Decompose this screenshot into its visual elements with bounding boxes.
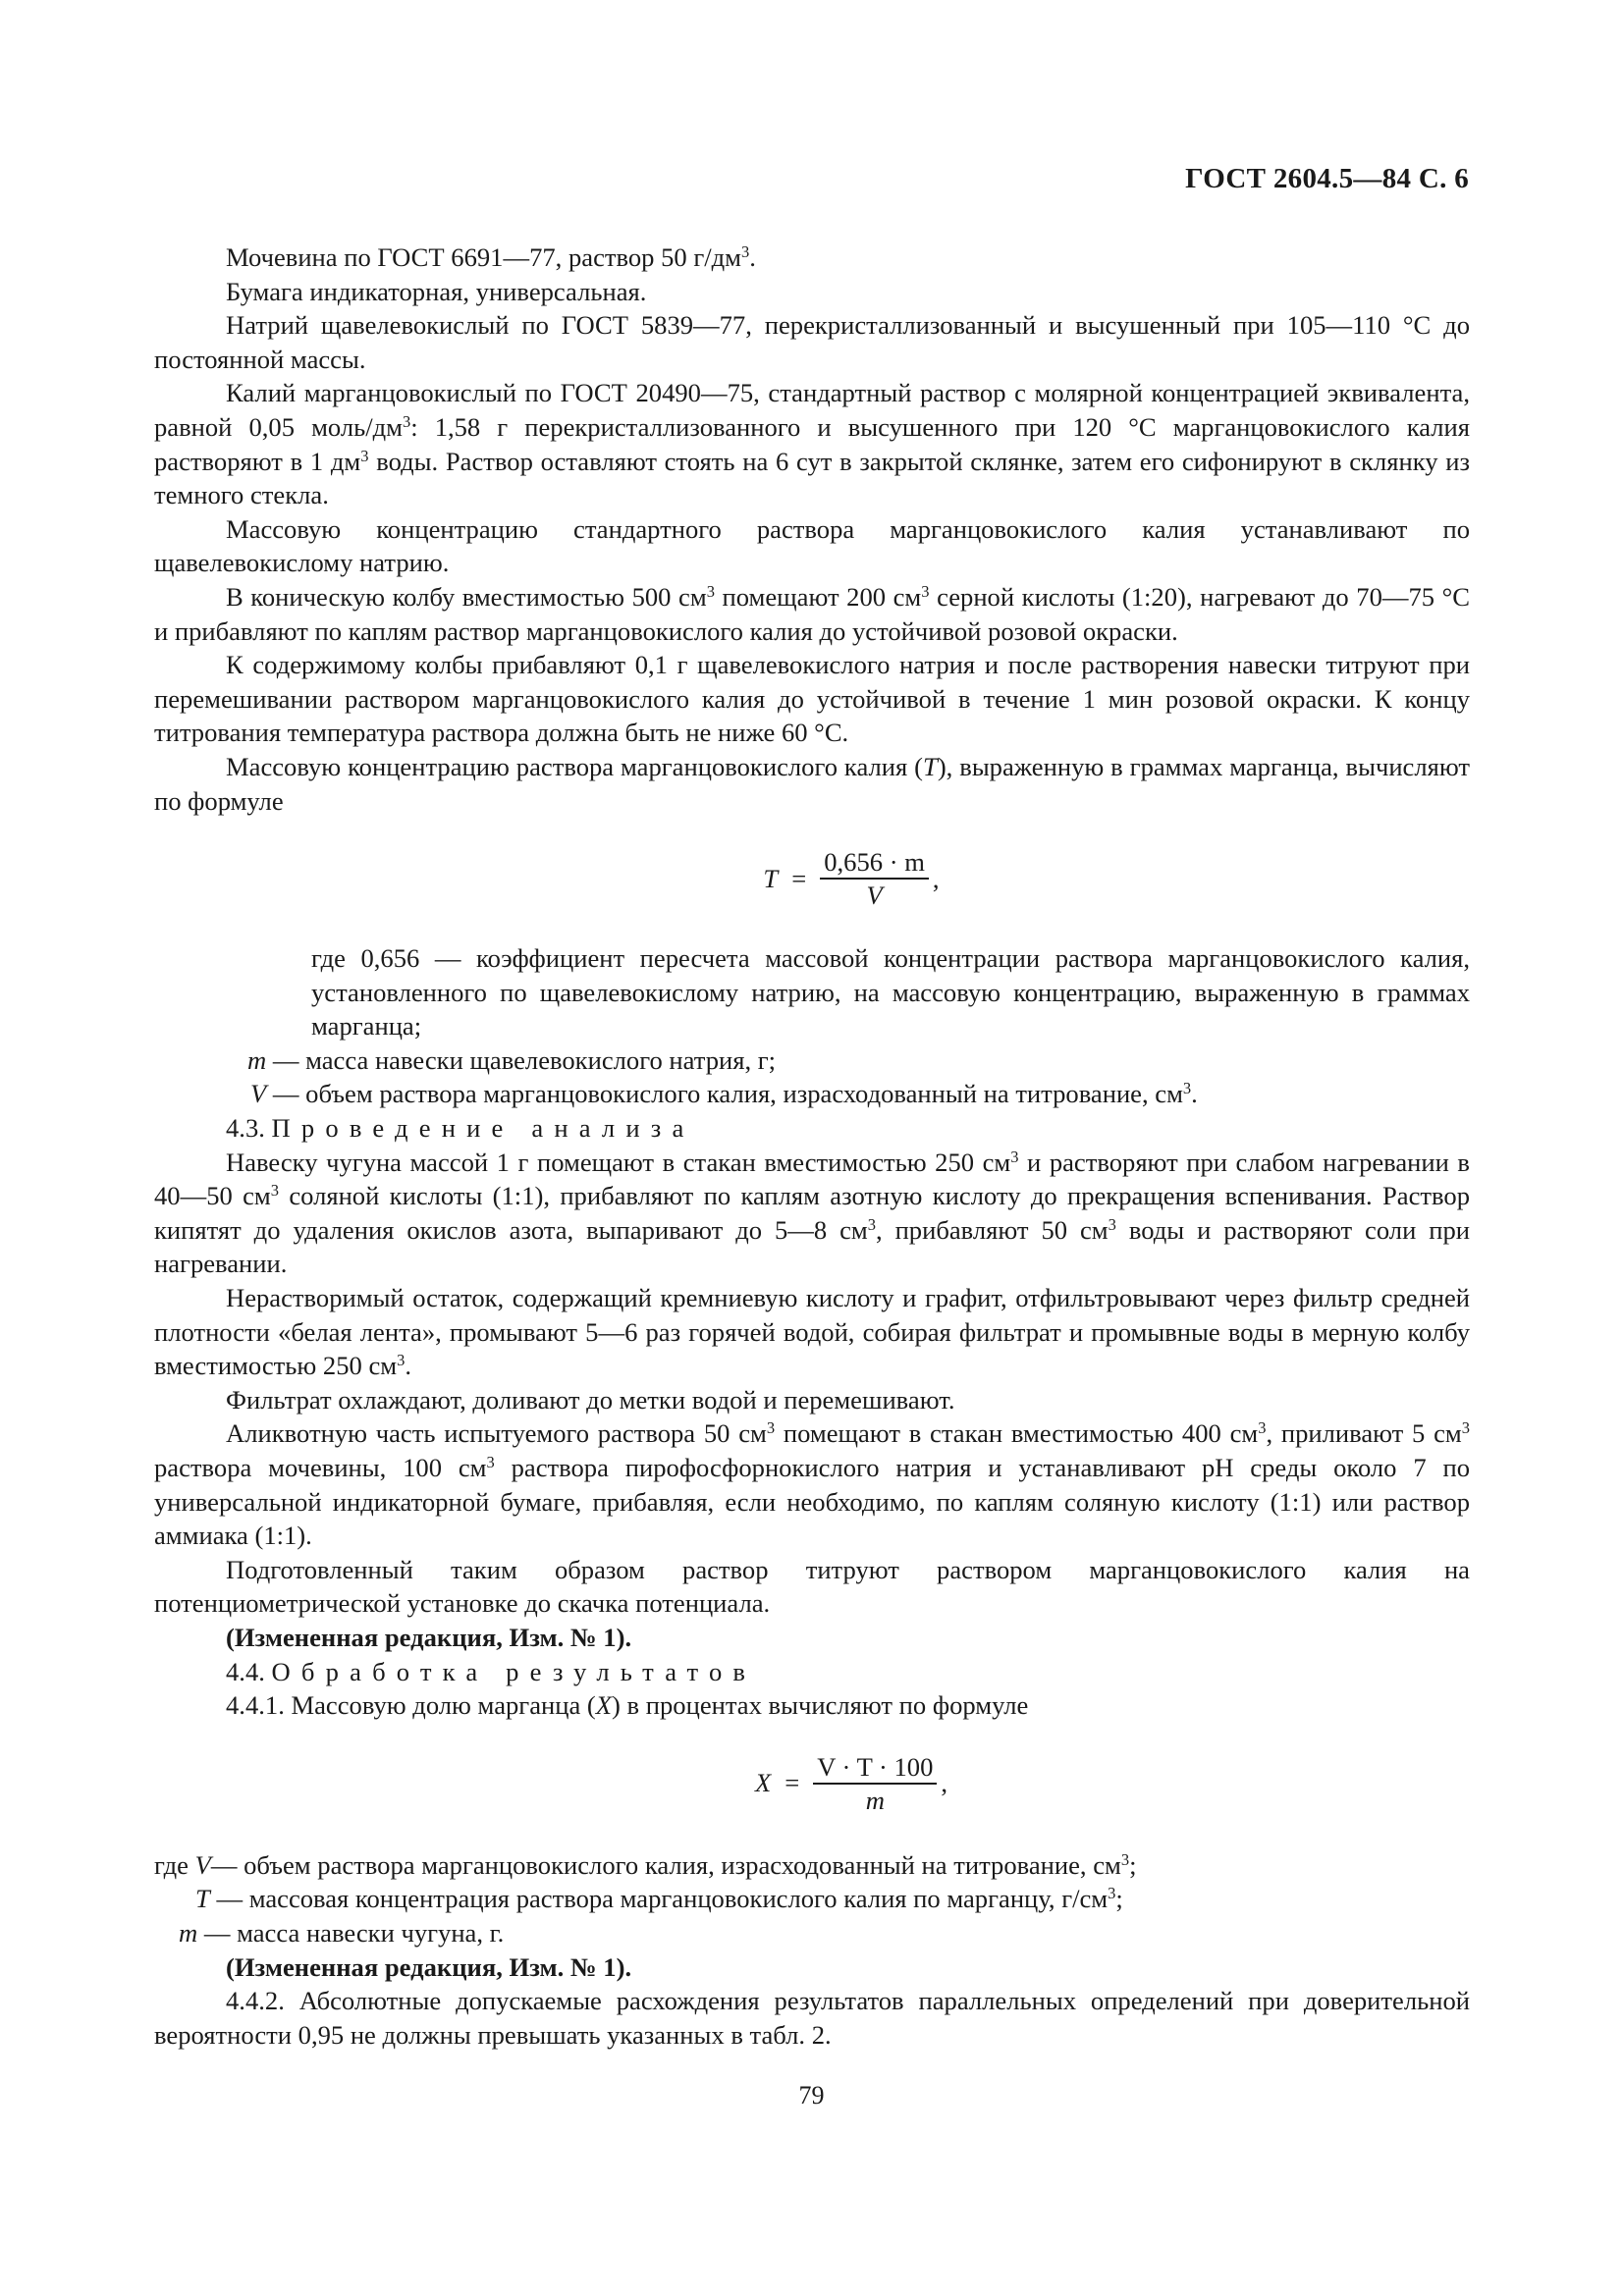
- definition-coefficient: где 0,656 — коэффициент пересчета массовой концентрации раствора марганцовокислого калия, установленного по щавелевокислому натрию, на массовую концентрацию, выраженную в граммах марганца;: [311, 943, 1470, 1041]
- text: серной кислоты (1:20), нагревают до 70—75 °С и прибавляют по каплям раствор марганцовокислого калия до устойчивой розовой окраски.: [154, 581, 1470, 646]
- superscript: 3: [1108, 1884, 1116, 1903]
- symbol-m: m: [247, 1044, 267, 1075]
- superscript: 3: [403, 411, 411, 431]
- text: соляной кислоты (1:1), прибавляют по каплям азотную кислоту до прекращения вспенивания. Раствор кипятят до удаления окислов азота, выпаривают до 5—8 см: [154, 1181, 1470, 1245]
- superscript: 3: [867, 1214, 876, 1234]
- text: , приливают 5 см: [1266, 1418, 1462, 1449]
- text: раствора пирофосфорнокислого натрия и устанавливают рН среды около 7 по универсальной индикаторной бумаге, прибавляя, если необходимо, по каплям соляную кислоту (1:1) или раствор аммиака (1:1).: [154, 1453, 1470, 1551]
- formula-fraction: [820, 847, 929, 910]
- definition-list-1: [154, 941, 1470, 1111]
- text: В коническую колбу вместимостью 500 см: [226, 581, 707, 612]
- text: Массовую концентрацию раствора марганцовокислого калия (: [226, 751, 924, 781]
- formula-denominator: m: [865, 1785, 885, 1815]
- formula-x: [154, 1725, 1470, 1842]
- definition-t: [154, 1882, 1470, 1916]
- superscript: 3: [270, 1181, 279, 1201]
- superscript: 3: [741, 241, 750, 261]
- superscript: 3: [1258, 1418, 1267, 1438]
- superscript: 3: [766, 1418, 776, 1438]
- paragraph-weighing: [154, 1146, 1470, 1281]
- formula-equals: =: [791, 863, 807, 893]
- text: ), выраженную в граммах марганца, вычисляют по формуле: [154, 751, 1470, 816]
- text: .: [1191, 1079, 1198, 1109]
- paragraph-contents: К содержимому колбы прибавляют 0,1 г щавелевокислого натрия и после растворения навески титруют при перемешивании раствором марганцовокислого калия до устойчивой в течение 1 мин розовой окраски. К концу титрования температура раствора должна быть не ниже 60 °С.: [154, 650, 1470, 748]
- paragraph-kmno4: [154, 376, 1470, 511]
- paragraph-4-4-2: 4.4.2. Абсолютные допускаемые расхождения результатов параллельных определений при доверительной вероятности 0,95 не должны превышать указанных в табл. 2.: [154, 1986, 1470, 2050]
- definition-m2: [154, 1916, 1470, 1950]
- symbol-m: m: [179, 1917, 198, 1948]
- text: ;: [1129, 1849, 1137, 1880]
- formula-lhs: X: [754, 1768, 772, 1798]
- text: — объем раствора марганцовокислого калия, израсходованный на титрование, см: [266, 1079, 1183, 1109]
- text: — объем раствора марганцовокислого калия, израсходованный на титрование, см: [210, 1849, 1121, 1880]
- text: — массовая концентрация раствора марганцовокислого калия по марганцу, г/см: [209, 1884, 1109, 1914]
- page-header: ГОСТ 2604.5—84 С. 6: [1185, 163, 1469, 194]
- paragraph-urea: [154, 240, 1470, 275]
- definition-v2: [154, 1848, 1470, 1883]
- formula-denominator: V: [866, 881, 883, 911]
- symbol-v: V: [250, 1079, 267, 1109]
- text: .: [749, 242, 756, 272]
- superscript: 3: [921, 581, 930, 601]
- definition-list-2: [154, 1848, 1470, 1950]
- text: воды. Раствор оставляют стоять на 6 сут в закрытой склянке, затем его сифонируют в склянку из темного стекла.: [154, 446, 1470, 510]
- superscript: 3: [1120, 1849, 1130, 1869]
- symbol-x: X: [595, 1690, 613, 1721]
- text: : 1,58 г перекристаллизованного и высушенного при 120 °С марганцовокислого калия растворяют в 1 дм: [154, 411, 1470, 476]
- section-title: Проведение анализа: [271, 1113, 695, 1144]
- text: — масса навески щавелевокислого натрия, г;: [266, 1044, 777, 1075]
- text: Нерастворимый остаток, содержащий кремниевую кислоту и графит, отфильтровывают через фильтр средней плотности «белая лента», промывают 5—6 раз горячей водой, собирая фильтрат и промывные воды в мерную колбу вместимостью 250 см: [154, 1283, 1470, 1381]
- text: и растворяют при слабом нагревании в 40—50 см: [154, 1147, 1470, 1211]
- text: .: [405, 1351, 411, 1381]
- formula-numerator: 0,656 · m: [820, 847, 929, 880]
- symbol-t: T: [923, 751, 938, 781]
- symbol-t: T: [195, 1884, 210, 1914]
- superscript: 3: [486, 1452, 495, 1471]
- superscript: 3: [1108, 1214, 1116, 1234]
- text: — масса навески чугуна, г.: [197, 1917, 505, 1948]
- text: раствора мочевины, 100 см: [154, 1453, 487, 1482]
- text: Мочевина по ГОСТ 6691—77, раствор 50 г/дм: [226, 242, 742, 272]
- section-title: Обработка результатов: [271, 1656, 757, 1686]
- symbol-v: V: [194, 1849, 211, 1880]
- paragraph-aliquot: [154, 1416, 1470, 1552]
- text: Навеску чугуна массой 1 г помещают в стакан вместимостью 250 см: [226, 1147, 1011, 1177]
- superscript: 3: [360, 446, 369, 465]
- paragraph-flask: [154, 580, 1470, 648]
- text: 4.4.1. Массовую долю марганца (: [226, 1690, 596, 1721]
- definition-v: [154, 1077, 1470, 1111]
- formula-comma: ,: [941, 1768, 948, 1798]
- text: воды и растворяют соли при нагревании.: [154, 1214, 1471, 1279]
- formula-t: [154, 822, 1470, 935]
- superscript: 3: [397, 1351, 406, 1370]
- section-heading-4-3: [154, 1111, 1470, 1146]
- superscript: 3: [706, 581, 715, 601]
- superscript: 3: [1010, 1147, 1019, 1166]
- superscript: 3: [1182, 1079, 1192, 1098]
- text: ;: [1115, 1884, 1123, 1914]
- section-number: 4.3.: [226, 1113, 272, 1144]
- formula-equals: =: [784, 1768, 800, 1798]
- definition-m: [154, 1043, 1470, 1078]
- paragraph-mass-concentration: Массовую концентрацию стандартного раствора марганцовокислого калия устанавливают по щавелевокислому натрию.: [154, 513, 1470, 578]
- text: Аликвотную часть испытуемого раствора 50 см: [226, 1418, 767, 1449]
- section-number: 4.4.: [226, 1656, 272, 1686]
- paragraph-residue: [154, 1281, 1470, 1383]
- formula-fraction: [813, 1752, 937, 1815]
- paragraph-oxalate: Натрий щавелевокислый по ГОСТ 5839—77, перекристаллизованный и высушенный при 105—110 °С до постоянной массы.: [154, 310, 1470, 374]
- text: Калий марганцовокислый по ГОСТ 20490—75, стандартный раствор с молярной концентрацией эквивалента, равной 0,05 моль/дм: [154, 378, 1470, 442]
- paragraph-titration: Подготовленный таким образом раствор титруют раствором марганцовокислого калия на потенциометрической установке до скачка потенциала.: [154, 1554, 1470, 1619]
- text: ) в процентах вычисляют по формуле: [612, 1690, 1029, 1721]
- text: , прибавляют 50 см: [875, 1214, 1109, 1245]
- formula-comma: ,: [932, 863, 940, 893]
- paragraph-filtrate: Фильтрат охлаждают, доливают до метки водой и перемешивают.: [226, 1384, 955, 1415]
- paragraph-calculation: [154, 750, 1470, 818]
- superscript: 3: [1461, 1418, 1470, 1438]
- paragraph-4-4-1: [154, 1688, 1470, 1723]
- paragraph-paper: Бумага индикаторная, универсальная.: [226, 276, 647, 306]
- section-heading-4-4: [154, 1655, 1470, 1689]
- text: где: [154, 1849, 195, 1880]
- text: помещают в стакан вместимостью 400 см: [775, 1418, 1259, 1449]
- edit-note-1: (Измененная редакция, Изм. № 1).: [226, 1622, 632, 1652]
- edit-note-2: (Измененная редакция, Изм. № 1).: [226, 1951, 632, 1982]
- page-number: 79: [798, 2081, 825, 2109]
- text: помещают 200 см: [714, 581, 922, 612]
- formula-lhs: T: [763, 863, 779, 893]
- formula-numerator: V · T · 100: [813, 1752, 937, 1785]
- body-text: [154, 240, 1470, 2052]
